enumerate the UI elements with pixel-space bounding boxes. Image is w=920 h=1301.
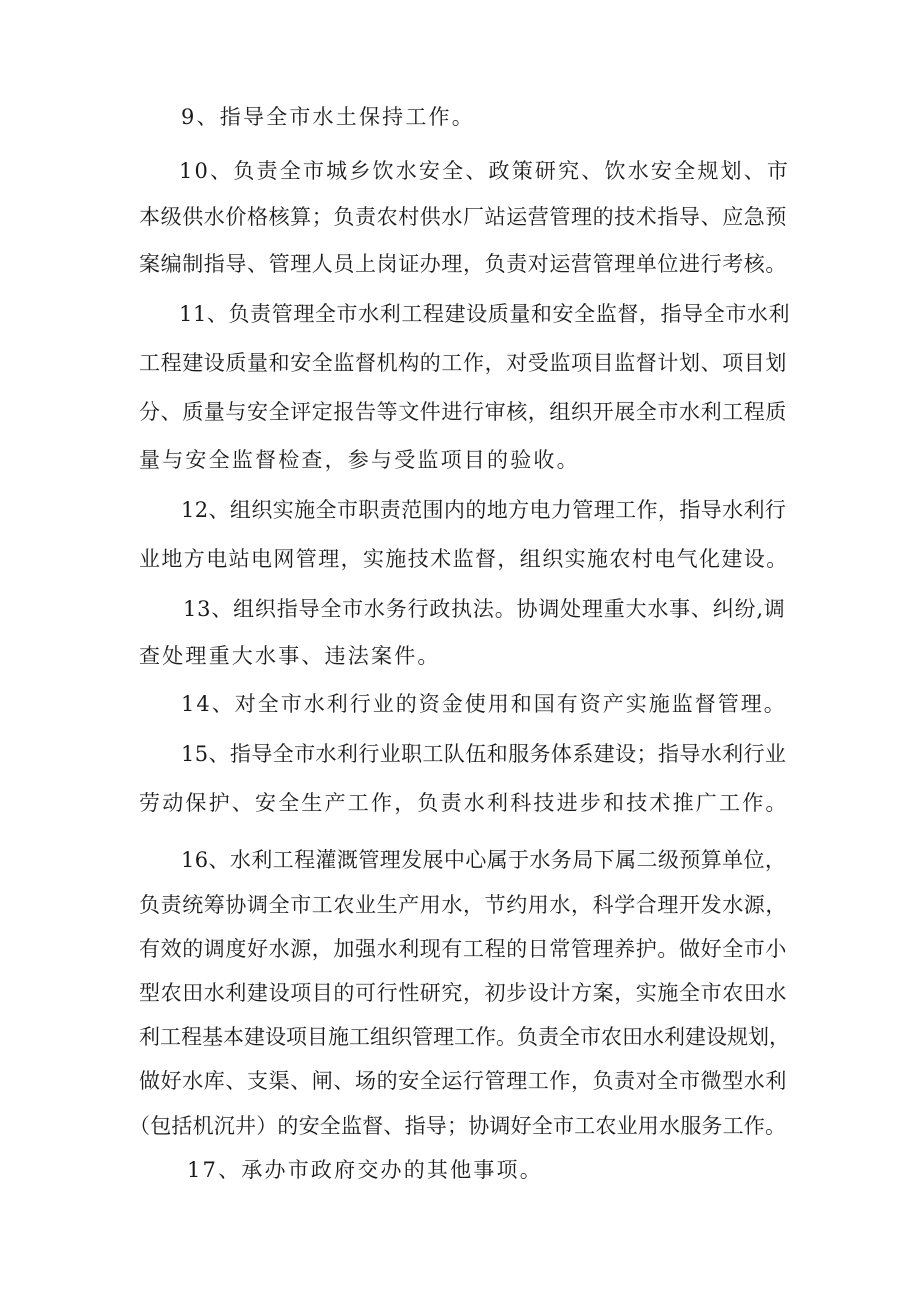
paragraph-11-line-1: 11、负责管理全市水利工程建设质量和安全监督，指导全市水利 <box>179 302 791 326</box>
paragraph-10-line-2: 本级供水价格核算；负责农村供水厂站运营管理的技术指导、应急预 <box>139 205 787 229</box>
paragraph-10-line-3: 案编制指导、管理人员上岗证办理，负责对运营管理单位进行考核。 <box>139 252 787 276</box>
paragraph-11-line-3: 分、质量与安全评定报告等文件进行审核，组织开展全市水利工程质 <box>139 400 787 424</box>
paragraph-12-line-1: 12、组织实施全市职责范围内的地方电力管理工作，指导水利行 <box>181 498 787 522</box>
paragraph-16-line-5: 利工程基本建设项目施工组织管理工作。负责全市农田水利建设规划， <box>139 1025 790 1049</box>
paragraph-13-line-2: 查处理重大水事、违法案件。 <box>139 644 441 668</box>
paragraph-16-line-3: 有效的调度好水源，加强水利现有工程的日常管理养护。做好全市小 <box>139 937 787 961</box>
paragraph-16-line-2: 负责统筹协调全市工农业生产用水，节约用水，科学合理开发水源， <box>139 893 787 917</box>
paragraph-16-line-4: 型农田水利建设项目的可行性研究，初步设计方案，实施全市农田水 <box>139 981 787 1005</box>
paragraph-11-line-2: 工程建设质量和安全监督机构的工作，对受监项目监督计划、项目划 <box>139 351 787 375</box>
paragraph-9-line-1: 9、指导全市水土保持工作。 <box>181 105 475 129</box>
paragraph-17-line-1: 17、承办市政府交办的其他事项。 <box>187 1158 543 1182</box>
paragraph-10-line-1: 10、负责全市城乡饮水安全、政策研究、饮水安全规划、市 <box>179 159 791 183</box>
paragraph-14-line-1: 14、对全市水利行业的资金使用和国有资产实施监督管理。 <box>181 692 787 716</box>
paragraph-16-line-7: （包括机沉井）的安全监督、指导；协调好全市工农业用水服务工作。 <box>129 1114 787 1138</box>
paragraph-15-line-1: 15、指导全市水利行业职工队伍和服务体系建设；指导水利行业 <box>181 742 787 766</box>
paragraph-16-line-1: 16、水利工程灌溉管理发展中心属于水务局下属二级预算单位， <box>181 848 787 872</box>
paragraph-11-line-4: 量与安全监督检查，参与受监项目的验收。 <box>139 448 580 472</box>
paragraph-12-line-2: 业地方电站电网管理，实施技术监督，组织实施农村电气化建设。 <box>139 547 789 571</box>
paragraph-13-line-1: 13、组织指导全市水务行政执法。协调处理重大水事、纠纷,调 <box>183 597 786 621</box>
paragraph-15-line-2: 劳动保护、安全生产工作，负责水利科技进步和技术推广工作。 <box>139 791 789 815</box>
paragraph-16-line-6: 做好水库、支渠、闸、场的安全运行管理工作，负责对全市微型水利 <box>139 1069 787 1093</box>
